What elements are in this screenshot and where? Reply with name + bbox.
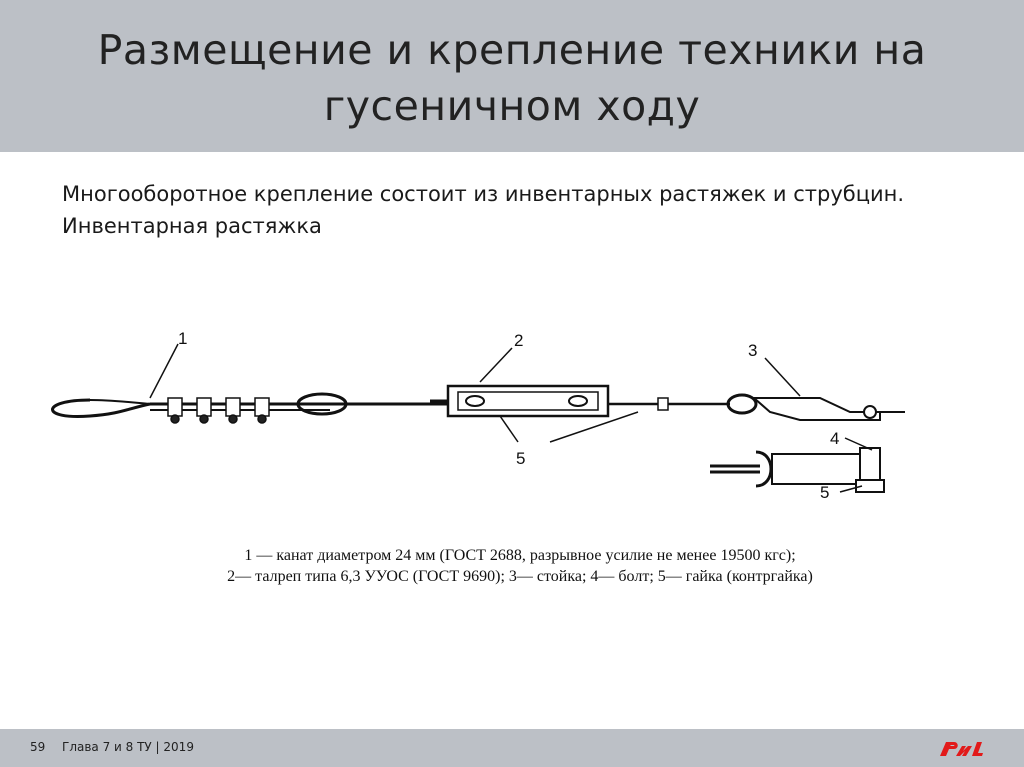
callout-5a: 5 (516, 449, 526, 468)
slide-title: Размещение и крепление техники на гусеничном ходу (97, 26, 927, 130)
slide-body-text: Многооборотное крепление состоит из инвентарных растяжек и струбцин. Инвентарная растяжка (62, 182, 905, 238)
post-bracket (754, 398, 880, 420)
footer-band (0, 729, 1024, 767)
inventory-tie-diagram (30, 320, 930, 520)
caption-line-1: 1 — канат диаметром 24 мм (ГОСТ 2688, разрывное усилие не менее 19500 кгс); (244, 547, 796, 564)
footer-text: Глава 7 и 8 ТУ | 2019 (62, 740, 194, 754)
callout-2: 2 (514, 331, 524, 350)
callout-4: 4 (830, 429, 840, 448)
callout-3: 3 (748, 341, 758, 360)
turnbuckle-body (448, 386, 608, 416)
shackle-lower (756, 452, 771, 486)
callout-1: 1 (178, 329, 188, 348)
rzd-logo-icon (936, 736, 986, 760)
title-band (0, 0, 1024, 152)
callout-5b: 5 (820, 483, 830, 502)
page-number: 59 (30, 740, 46, 754)
figure-caption (120, 545, 920, 587)
caption-line-2: 2— талреп типа 6,3 УУОС (ГОСТ 9690); 3— стойка; 4— болт; 5— гайка (контргайка) (227, 568, 813, 585)
